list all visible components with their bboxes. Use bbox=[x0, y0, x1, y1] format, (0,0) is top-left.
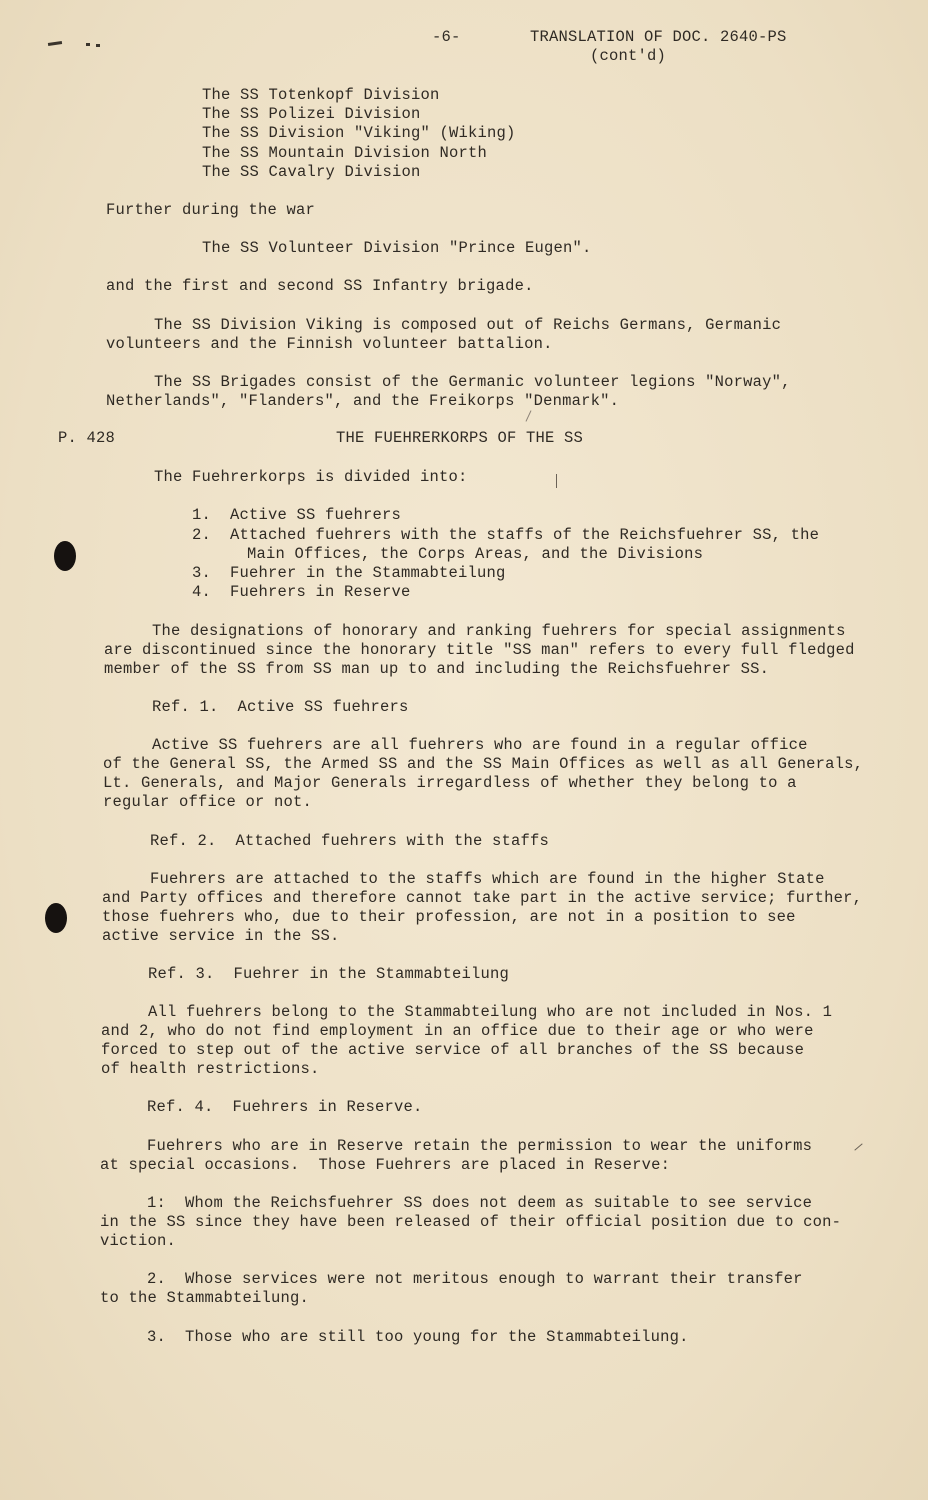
punch-hole bbox=[45, 903, 67, 933]
ref-3-heading: Ref. 3. Fuehrer in the Stammabteilung bbox=[148, 965, 510, 983]
ref-1-paragraph-line: Lt. Generals, and Major Generals irregardless of whether they belong to a bbox=[103, 774, 797, 792]
division-line: The SS Mountain Division North bbox=[202, 144, 488, 162]
designations-paragraph-line: member of the SS from SS man up to and including the Reichsfuehrer SS. bbox=[104, 660, 770, 678]
list-item-text: Fuehrer in the Stammabteilung bbox=[230, 564, 506, 582]
translation-title: TRANSLATION OF DOC. 2640-PS bbox=[530, 28, 787, 46]
list-item-text: Active SS fuehrers bbox=[230, 506, 402, 524]
ref-3-paragraph-line: of health restrictions. bbox=[101, 1060, 320, 1078]
ref-3-paragraph-line: All fuehrers belong to the Stammabteilung who are not included in Nos. 1 bbox=[148, 1003, 833, 1021]
list-item-text: Fuehrers in Reserve bbox=[230, 583, 411, 601]
brigades-paragraph-line: The SS Brigades consist of the Germanic volunteer legions "Norway", bbox=[154, 373, 791, 391]
pencil-mark bbox=[854, 1143, 862, 1150]
page-reference: P. 428 bbox=[58, 429, 116, 447]
reserve-1-line: viction. bbox=[100, 1232, 177, 1250]
ref-2-paragraph-line: those fuehrers who, due to their profession, are not in a position to see bbox=[102, 908, 796, 926]
page-number: -6- bbox=[432, 28, 461, 46]
ref-3-paragraph-line: and 2, who do not find employment in an office due to their age or who were bbox=[101, 1022, 814, 1040]
punch-hole bbox=[54, 541, 76, 571]
division-line: The SS Polizei Division bbox=[202, 105, 421, 123]
ref-2-paragraph-line: active service in the SS. bbox=[102, 927, 340, 945]
list-item-number: 2. bbox=[192, 526, 212, 544]
brigades-paragraph-line: Netherlands", "Flanders", and the Freikorps "Denmark". bbox=[106, 392, 620, 410]
ref-2-paragraph-line: and Party offices and therefore cannot take part in the active service; further, bbox=[102, 889, 863, 907]
ref-1-heading: Ref. 1. Active SS fuehrers bbox=[152, 698, 409, 716]
designations-paragraph-line: The designations of honorary and ranking fuehrers for special assignments bbox=[152, 622, 846, 640]
designations-paragraph-line: are discontinued since the honorary title "SS man" refers to every full fledged bbox=[104, 641, 855, 659]
list-item-text: Main Offices, the Corps Areas, and the Divisions bbox=[247, 545, 704, 563]
ref-4-paragraph-line: at special occasions. Those Fuehrers are placed in Reserve: bbox=[100, 1156, 671, 1174]
reserve-1-line: in the SS since they have been released of their official position due to con- bbox=[100, 1213, 842, 1231]
reserve-2-line: 2. Whose services were not meritous enough to warrant their transfer bbox=[147, 1270, 803, 1288]
divided-into-line: The Fuehrerkorps is divided into: bbox=[154, 468, 468, 486]
viking-paragraph-line: The SS Division Viking is composed out of Reichs Germans, Germanic bbox=[154, 316, 782, 334]
reserve-3-line: 3. Those who are still too young for the Stammabteilung. bbox=[147, 1328, 689, 1346]
further-line: Further during the war bbox=[106, 201, 316, 219]
list-item-number: 4. bbox=[192, 583, 212, 601]
list-item-number: 3. bbox=[192, 564, 212, 582]
ink-mark bbox=[48, 41, 62, 46]
ink-mark bbox=[96, 44, 100, 47]
section-title: THE FUEHRERKORPS OF THE SS bbox=[336, 429, 584, 447]
ref-4-paragraph-line: Fuehrers who are in Reserve retain the permission to wear the uniforms bbox=[147, 1137, 813, 1155]
ink-mark bbox=[86, 43, 90, 46]
ref-3-paragraph-line: forced to step out of the active service of all branches of the SS because bbox=[101, 1041, 805, 1059]
pencil-mark bbox=[526, 410, 532, 421]
pencil-mark bbox=[556, 474, 557, 488]
list-item-number: 1. bbox=[192, 506, 212, 524]
volunteer-division-line: The SS Volunteer Division "Prince Eugen". bbox=[202, 239, 592, 257]
ref-1-paragraph-line: Active SS fuehrers are all fuehrers who are found in a regular office bbox=[152, 736, 808, 754]
infantry-brigade-line: and the first and second SS Infantry brigade. bbox=[106, 277, 534, 295]
reserve-1-line: 1: Whom the Reichsfuehrer SS does not deem as suitable to see service bbox=[147, 1194, 813, 1212]
list-item-text: Attached fuehrers with the staffs of the Reichsfuehrer SS, the bbox=[230, 526, 820, 544]
contd-label: (cont'd) bbox=[590, 47, 667, 65]
ref-2-paragraph-line: Fuehrers are attached to the staffs which are found in the higher State bbox=[150, 870, 825, 888]
division-line: The SS Cavalry Division bbox=[202, 163, 421, 181]
ref-1-paragraph-line: of the General SS, the Armed SS and the SS Main Offices as well as all Generals, bbox=[103, 755, 864, 773]
viking-paragraph-line: volunteers and the Finnish volunteer battalion. bbox=[106, 335, 553, 353]
ref-4-heading: Ref. 4. Fuehrers in Reserve. bbox=[147, 1098, 423, 1116]
reserve-2-line: to the Stammabteilung. bbox=[100, 1289, 310, 1307]
ref-1-paragraph-line: regular office or not. bbox=[103, 793, 313, 811]
division-line: The SS Division "Viking" (Wiking) bbox=[202, 124, 516, 142]
division-line: The SS Totenkopf Division bbox=[202, 86, 440, 104]
ref-2-heading: Ref. 2. Attached fuehrers with the staffs bbox=[150, 832, 550, 850]
